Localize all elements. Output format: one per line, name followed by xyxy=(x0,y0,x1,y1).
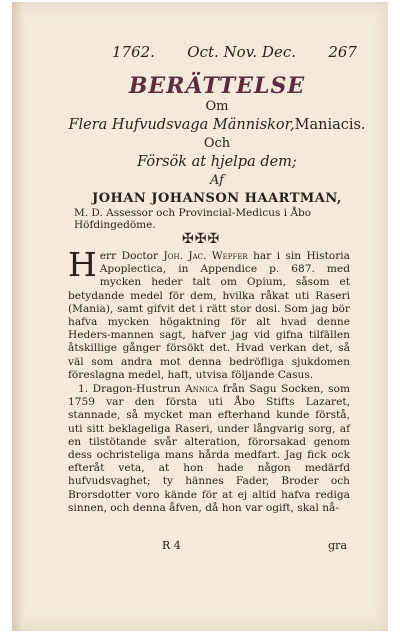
ornament-crosses: ✠✠✠ xyxy=(182,231,221,247)
paragraph-1 xyxy=(68,245,350,382)
title-subject xyxy=(52,115,382,135)
subject-italic: Flera Hufvudsvaga Människor, xyxy=(68,117,295,133)
para2-text-b: från Sagu Socken, som 1759 var den första uti Åbo Stifts Lazaret, stannade, så mycket man efterhand kunde förstå, uti sitt beklageliga Raseri, under långvarig sorg, af en tilstötande svår alteration, förorsakad genom dess ochristeliga mans hårda medfart. Jag fick ock efteråt veta, at hon hade någon medärfd hufvudsvaghet; ty hännes Fader, Broder och Brorsdotter voro kände för at ej altid hafva rediga sinnen, och denna åfven, då hon var ogift, skal nå- xyxy=(68,383,350,514)
title-af: Af xyxy=(210,173,224,188)
book-page xyxy=(12,2,388,631)
title-block xyxy=(52,74,382,231)
running-header xyxy=(112,43,357,61)
author-credentials: M. D. Assessor och Provincial-Medicus i Åbo Höfdingedöme. xyxy=(74,207,312,231)
para1-text-b: har i sin Historia Apoplectica, in Appendice p. 687. med mycken heder talt om Opium, såsom et betydande medel för dem, hvilka råkat uti Raseri (Mania), samt gifvit det i rätt stor dosi. Som jag bör hafva mycken högaktning för alt hvad denne Heders-mannen sagt, hafver jag vid gifna tilfällen åtskillige gånger försökt det. Hvad verkan det, så väl som andra mot denna bedröfliga sjukdomen föreslagna medel, haft, utvisa följande Casus. xyxy=(68,250,350,381)
para1-name: Joh. Jac. Wepfer xyxy=(163,250,248,262)
header-months: Oct. Nov. Dec. xyxy=(187,43,297,61)
para2-name: Annica xyxy=(185,383,219,396)
para2-text-a: 1. Dragon-Hustrun xyxy=(78,383,186,396)
article-title: BERÄTTELSE xyxy=(128,73,306,99)
signature-mark: R 4 xyxy=(162,539,181,552)
paragraph-2 xyxy=(68,383,350,515)
title-och: Och xyxy=(203,136,231,151)
drop-cap: H xyxy=(68,245,97,284)
page-footer xyxy=(162,539,347,552)
title-om: Om xyxy=(205,99,229,114)
para1-text-a: err Doctor xyxy=(99,250,164,262)
subject-plain: Maniacis. xyxy=(294,117,366,133)
page-number: 267 xyxy=(328,43,357,61)
catchword: gra xyxy=(328,539,347,552)
author-name: JOHAN JOHANSON HAARTMAN, xyxy=(92,191,342,206)
body-text xyxy=(68,245,350,515)
header-year: 1762. xyxy=(112,43,155,61)
title-attempt: Försök at hjelpa dem; xyxy=(137,154,297,170)
